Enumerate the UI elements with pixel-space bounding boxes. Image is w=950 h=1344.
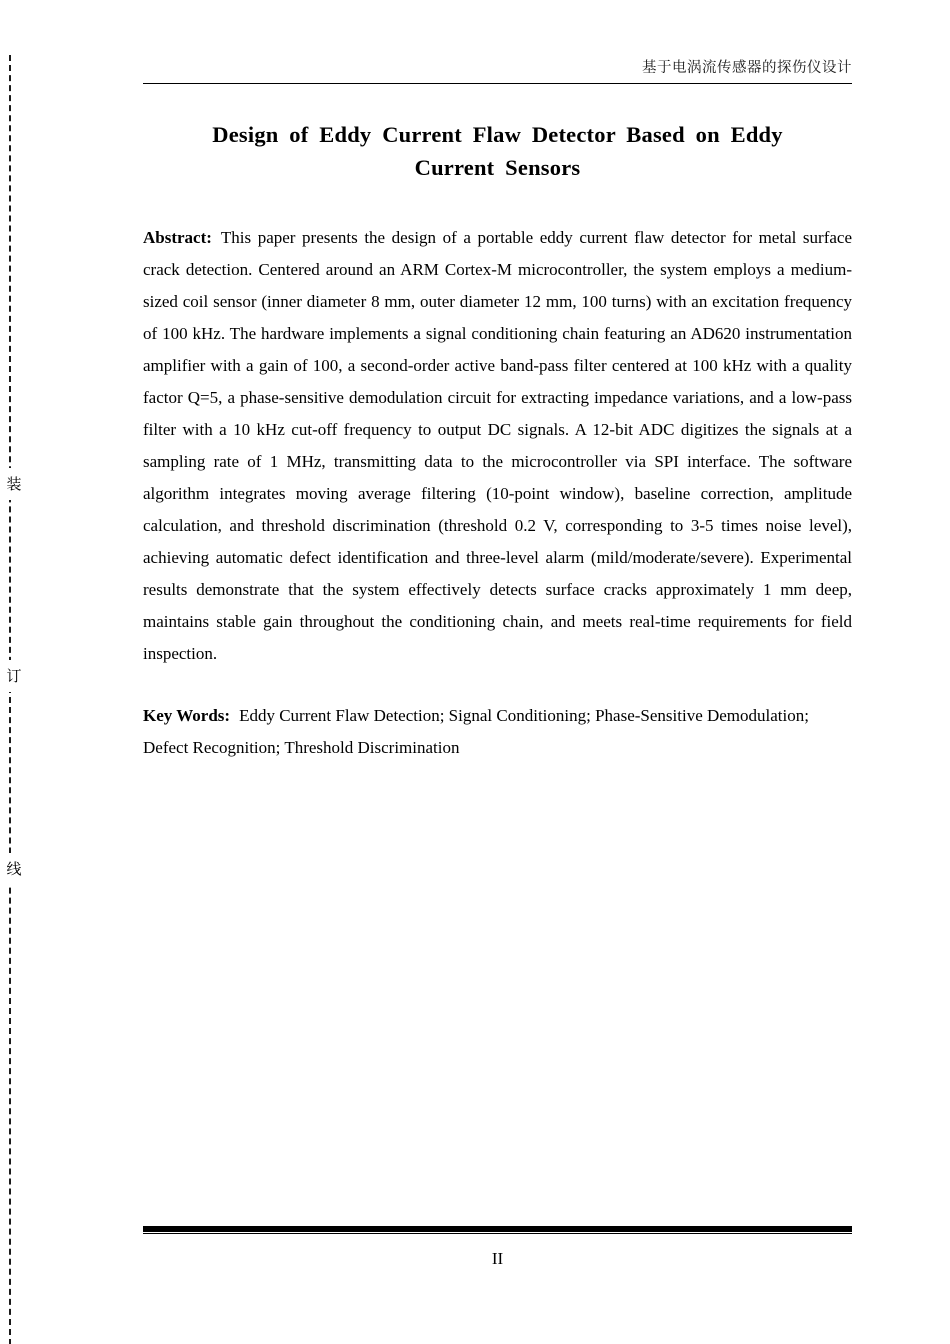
binding-mark-zhuang: 装 [0, 468, 28, 500]
binding-dashed-line [9, 55, 11, 1344]
abstract-body: This paper presents the design of a portable eddy current flaw detector for metal surface crack detection. Centered around an ARM Cortex-M microcontroller, the system employs a medium-sized coil sensor (inner diameter 8 mm, outer diameter 12 mm, 100 turns) with an excitation frequency of 100 kHz. The hardware implements a signal conditioning chain featuring an AD620 instrumentation amplifier with a gain of 100, a second-order active band-pass filter centered at 100 kHz with a quality factor Q=5, a phase-sensitive demodulation circuit for extracting impedance variations, and a low-pass filter with a 10 kHz cut-off frequency to output DC signals. A 12-bit ADC digitizes the signals at a sampling rate of 1 MHz, transmitting data to the microcontroller via SPI interface. The software algorithm integrates moving average filtering (10-point window), baseline correction, amplitude calculation, and threshold discrimination (threshold 0.2 V, corresponding to 3-5 times noise level), achieving automatic defect identification and three-level alarm (mild/moderate/severe). Experimental results demonstrate that the system effectively detects surface cracks approximately 1 mm deep, maintains stable gain throughout the conditioning chain, and meets real-time requirements for field inspection. [143, 228, 852, 663]
keywords-body: Eddy Current Flaw Detection; Signal Conditioning; Phase-Sensitive Demodulation; Defect Recognition; Threshold Discrimination [143, 706, 809, 757]
abstract-label: Abstract: [143, 228, 212, 247]
page-footer [143, 1226, 852, 1270]
binding-mark-xian: 线 [0, 853, 28, 885]
binding-margin [0, 0, 34, 1344]
abstract-paragraph [143, 222, 852, 670]
page-header [143, 56, 852, 84]
binding-mark-ding: 订 [0, 660, 28, 692]
page-content [143, 110, 852, 781]
keywords-label: Key Words: [143, 706, 231, 725]
page-title [143, 118, 852, 184]
footer-rule-secondary [143, 1233, 852, 1234]
running-title: 基于电涡流传感器的探伤仪设计 [642, 60, 852, 76]
title-line-1: Design of Eddy Current Flaw Detector Based on Eddy [212, 122, 783, 147]
keywords-paragraph [143, 700, 852, 764]
header-rule [143, 83, 852, 84]
page-number: II [491, 1249, 504, 1268]
footer-rule [143, 1226, 852, 1232]
title-line-2: Current Sensors [414, 155, 581, 180]
